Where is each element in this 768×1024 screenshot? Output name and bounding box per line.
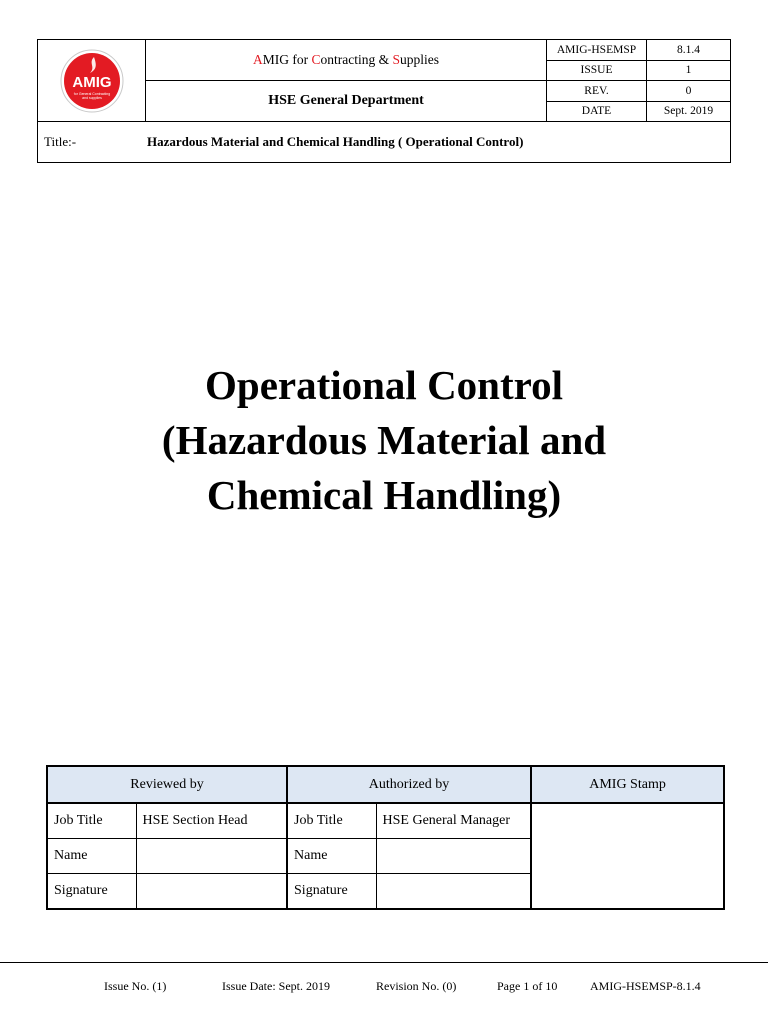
organization-name: AMIG for Contracting & Supplies bbox=[146, 40, 547, 81]
stamp-area bbox=[531, 803, 724, 909]
row-label: Signature bbox=[47, 874, 136, 910]
footer-doc-code: AMIG-HSEMSP-8.1.4 bbox=[590, 979, 701, 993]
meta-key: REV. bbox=[547, 81, 647, 102]
reviewer-signature bbox=[136, 874, 287, 910]
svg-text:for General Contracting: for General Contracting bbox=[73, 91, 110, 96]
main-heading bbox=[0, 358, 768, 523]
meta-value: 8.1.4 bbox=[647, 40, 731, 61]
row-label: Job Title bbox=[287, 803, 376, 839]
reviewer-name bbox=[136, 839, 287, 874]
stamp-header: AMIG Stamp bbox=[531, 766, 724, 803]
meta-key: ISSUE bbox=[547, 60, 647, 81]
row-label: Job Title bbox=[47, 803, 136, 839]
department-name: HSE General Department bbox=[146, 81, 547, 122]
row-label: Signature bbox=[287, 874, 376, 910]
document-header bbox=[37, 39, 731, 163]
meta-value: Sept. 2019 bbox=[647, 101, 731, 122]
main-heading-line: Operational Control bbox=[205, 362, 563, 408]
authorized-by-header: Authorized by bbox=[287, 766, 531, 803]
authorizer-signature bbox=[376, 874, 531, 910]
footer-issue-date: Issue Date: Sept. 2019 bbox=[222, 979, 330, 993]
meta-value: 1 bbox=[647, 60, 731, 81]
title-label: Title:- bbox=[44, 134, 77, 149]
main-heading-line: Chemical Handling) bbox=[206, 472, 562, 518]
row-label: Name bbox=[47, 839, 136, 874]
authorizer-job-title: HSE General Manager bbox=[376, 803, 531, 839]
svg-text:and supplies: and supplies bbox=[81, 95, 102, 100]
authorizer-name bbox=[376, 839, 531, 874]
meta-value: 0 bbox=[647, 81, 731, 102]
title-row bbox=[38, 122, 731, 163]
row-label: Name bbox=[287, 839, 376, 874]
document-title: Hazardous Material and Chemical Handling ( Operational Control) bbox=[147, 134, 524, 149]
approval-table bbox=[46, 765, 725, 910]
logo-cell bbox=[38, 40, 146, 122]
meta-key: DATE bbox=[547, 101, 647, 122]
meta-key: AMIG-HSEMSP bbox=[547, 40, 647, 61]
svg-text:AMIG: AMIG bbox=[71, 73, 112, 91]
footer-page-number: Page 1 of 10 bbox=[497, 979, 558, 993]
reviewer-job-title: HSE Section Head bbox=[136, 803, 287, 839]
main-heading-line: (Hazardous Material and bbox=[161, 417, 607, 463]
footer-revision: Revision No. (0) bbox=[376, 979, 457, 993]
footer-divider bbox=[0, 962, 768, 963]
footer-issue-no: Issue No. (1) bbox=[104, 979, 167, 993]
reviewed-by-header: Reviewed by bbox=[47, 766, 287, 803]
amig-logo bbox=[60, 49, 124, 113]
